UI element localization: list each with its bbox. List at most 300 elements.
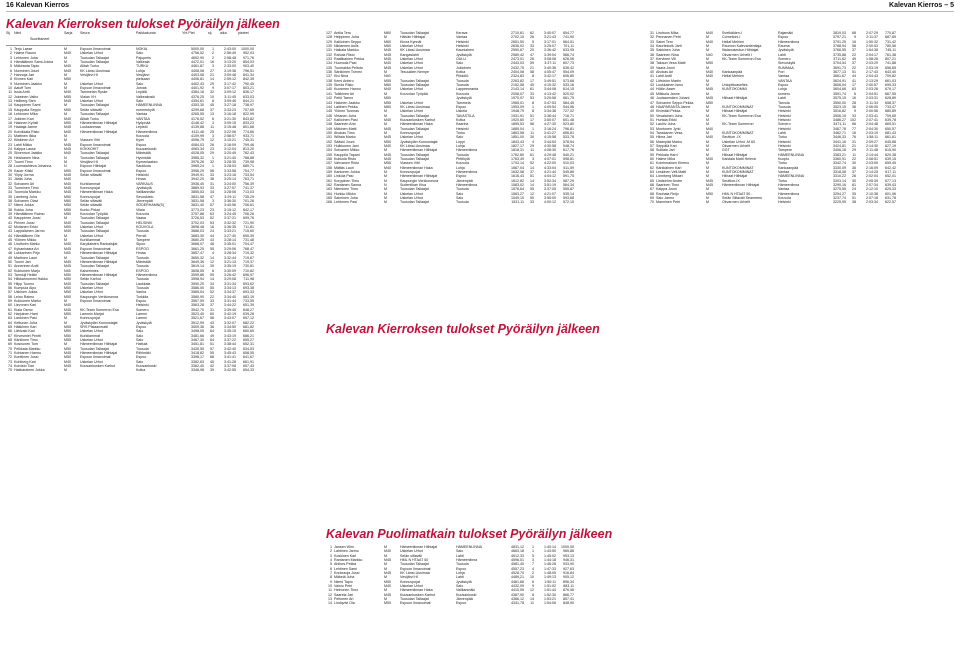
- cell-town: VANTAA: [778, 78, 792, 83]
- cell-score: 511,59: [563, 165, 574, 170]
- cell-rank: 33: [650, 39, 654, 44]
- cell-points: 3788,94: [833, 44, 846, 49]
- cell-class: M40: [384, 584, 391, 589]
- cell-town: Somero: [778, 57, 791, 62]
- cell-name: Saarinen Nina: [656, 52, 679, 57]
- cell-class: M45: [64, 125, 71, 130]
- cell-town: Pajupmis: [136, 55, 151, 60]
- cell-time: 2:11:37: [866, 35, 878, 40]
- cell-town: Tuusula: [136, 346, 149, 351]
- cell-score: 745,31: [243, 138, 254, 143]
- cell-name: Lahtinen Jarmo: [334, 549, 359, 554]
- cell-points: 4063,34: [191, 146, 204, 151]
- cell-name: Laitinen Pekka: [334, 104, 358, 109]
- cell-time: 3:24:45: [224, 212, 236, 217]
- cell-club: Uskelan Urhot: [80, 338, 103, 343]
- cell-rank: 132: [326, 52, 332, 57]
- cell-name: Ylöinen Mikko: [14, 238, 37, 243]
- cell-points: 3985,32: [191, 155, 204, 160]
- cell-points: 4096,79: [191, 138, 204, 143]
- cell-club: Konnuvpojat: [80, 186, 100, 190]
- cell-class: M: [64, 112, 67, 117]
- cell-club: Hälvän Hiihtajat: [400, 35, 426, 40]
- cell-time: 2:03:50: [866, 161, 878, 166]
- cell-name: Isola Antti: [14, 90, 30, 95]
- cell-time: 3:42:17: [544, 74, 556, 79]
- cell-points: 2263,82: [511, 78, 524, 83]
- cell-placing: 42: [210, 364, 214, 369]
- cell-time: 4:33:04: [544, 165, 556, 170]
- cell-town: Vilala: [136, 207, 145, 212]
- cell-placing: 34: [210, 190, 214, 195]
- cell-name: Mäkinen Matti: [334, 126, 357, 131]
- cell-town: Salo: [136, 338, 144, 343]
- cell-rank: 5: [10, 64, 12, 69]
- cell-class: M40: [64, 116, 71, 121]
- cell-time: 3:40:07: [544, 31, 556, 35]
- cell-points: 3831,58: [191, 194, 204, 199]
- cell-town: Kotka: [456, 117, 466, 122]
- cell-rank: 46: [650, 96, 654, 101]
- cell-name: Kauppila Tapani: [334, 152, 360, 157]
- cell-score: 658,55: [243, 351, 254, 356]
- cell-class: M: [706, 122, 709, 127]
- cell-rank: 148: [326, 122, 332, 127]
- cell-club: Okvarmen Urheilt: [722, 200, 750, 205]
- cell-placing: 26: [210, 142, 214, 147]
- cell-class: M55: [384, 161, 391, 166]
- cell-time: 4:30:58: [544, 143, 556, 148]
- cell-time: 3:27:40: [224, 233, 236, 238]
- cell-club: Konnuvpojat: [400, 170, 420, 174]
- cell-score: 965,86: [563, 549, 574, 554]
- cell-rank: 156: [326, 156, 332, 161]
- cell-placing: 59: [210, 272, 214, 277]
- cell-rank: 158: [326, 165, 332, 170]
- cell-rank: 52: [8, 268, 12, 273]
- cell-class: M40: [64, 220, 71, 225]
- cell-points: 3225,95: [833, 200, 846, 205]
- cell-time: 3:33:58: [224, 168, 236, 173]
- cell-club: Uskelan Urhot: [400, 135, 423, 140]
- cell-rank: 6: [330, 566, 332, 571]
- cell-placing: 49: [852, 57, 856, 62]
- cell-rank: 142: [326, 96, 332, 101]
- cell-score: 761,38: [885, 52, 896, 57]
- cell-points: 3677,13: [833, 70, 846, 75]
- cell-rank: 159: [326, 170, 332, 174]
- cell-score: 841,34: [243, 73, 254, 78]
- cell-placing: 45: [210, 359, 214, 364]
- cell-name: Takaun Vesa Matti: [656, 61, 686, 66]
- cell-score: 598,81: [563, 156, 574, 161]
- cell-placing: 4: [532, 566, 534, 571]
- cell-score: 782,43: [243, 151, 254, 156]
- cell-class: M: [706, 196, 709, 201]
- cell-name: Kosnunen Tom: [14, 342, 38, 347]
- cell-time: 2:04:51: [866, 91, 878, 96]
- cell-time: 2:03:19: [866, 130, 878, 135]
- cell-name: Kallioinen Pasi: [334, 117, 358, 122]
- cell-class: M: [384, 113, 387, 118]
- cell-time: 3:15:12: [224, 207, 236, 212]
- col-rank-head: Sij: [6, 31, 10, 35]
- cell-placing: 61: [530, 87, 534, 92]
- cell-placing: 55: [530, 187, 534, 192]
- cell-rank: 62: [650, 165, 654, 170]
- cell-town: HÄMEENLINNA: [778, 174, 804, 179]
- cell-score: 661,75: [563, 96, 574, 101]
- cell-points: 4406,81: [191, 77, 204, 82]
- cell-town: Salo: [456, 549, 464, 554]
- cell-points: 1851,00: [511, 135, 524, 140]
- cell-rank: 28: [8, 164, 12, 169]
- cell-town: Lahti: [456, 553, 464, 558]
- cell-name: Vaara Jouni: [656, 65, 675, 70]
- cell-town: Tuusula: [778, 104, 791, 109]
- cell-time: 2:00:53: [866, 44, 878, 49]
- cell-class: M55: [384, 78, 391, 83]
- cell-club: Konnuvpojat: [80, 316, 100, 321]
- cell-time: 2:03:29: [866, 61, 878, 66]
- cell-club: Hämeenlinnan Hiihtajat: [80, 120, 118, 125]
- cell-score: 738,97: [243, 103, 254, 108]
- cell-club: Tuusulan Tallaajat: [400, 113, 429, 118]
- cell-name: Lahti Mikko: [14, 142, 33, 147]
- cell-town: HÄMEENLINNA: [456, 545, 482, 549]
- cell-class: M40: [384, 117, 391, 122]
- cell-name: Kantonen Jukka: [334, 170, 360, 174]
- cell-points: 4557,23: [511, 566, 524, 571]
- cell-time: 3:32:32: [224, 220, 236, 225]
- cell-rank: 42: [650, 78, 654, 83]
- cell-rank: 47: [650, 100, 654, 105]
- cell-time: 3:21:30: [224, 116, 236, 121]
- cell-class: M45: [64, 146, 71, 151]
- cell-club: Tuusulan Tallaajat: [400, 597, 429, 602]
- cell-town: Kerava: [456, 31, 468, 35]
- cell-points: 4401,92: [191, 86, 204, 91]
- cell-rank: 20: [8, 129, 12, 134]
- cell-placing: 6: [212, 268, 214, 273]
- cell-town: Turku: [778, 135, 788, 140]
- cell-rank: 16: [8, 112, 12, 117]
- cell-town: Tuusula: [136, 285, 149, 290]
- cell-score: 626,06: [563, 57, 574, 62]
- cell-name: Salo Jarmo: [656, 196, 675, 201]
- cell-town: Salo: [456, 61, 464, 66]
- cell-score: 639,28: [243, 311, 254, 316]
- cell-club: Tuusulan Tallaajat: [80, 229, 109, 234]
- cell-club: Hellaf Mehlen: [722, 39, 744, 44]
- cell-name: Hämäläinen Ole: [14, 233, 40, 238]
- cell-points: 3506,15: [833, 113, 846, 118]
- cell-placing: 11: [530, 148, 534, 153]
- results-column-2: [326, 31, 576, 205]
- cell-name: Rauhala Reijo: [656, 191, 679, 196]
- cell-name: Annerinen Antti: [14, 264, 39, 269]
- cell-score: 566,74: [563, 52, 574, 57]
- cell-placing: 44: [210, 233, 214, 238]
- cell-town: Lepistö: [136, 125, 148, 130]
- cell-placing: 3: [212, 199, 214, 204]
- cell-placing: 30: [852, 161, 856, 166]
- cell-town: Tampere: [136, 238, 150, 243]
- cell-class: M40: [706, 74, 713, 79]
- cell-points: 1583,02: [511, 183, 524, 188]
- cell-rank: 35: [650, 48, 654, 53]
- cell-town: Vallilanmäki: [136, 190, 155, 195]
- cell-points: 4403,08: [191, 73, 204, 78]
- cell-town: Lohja: [456, 571, 465, 576]
- cell-club: Uskelan Urhot: [80, 290, 103, 295]
- cell-name: Kauppinen Jussi: [14, 216, 41, 221]
- cell-placing: 58: [852, 44, 856, 49]
- cell-club: Kuusankosken Karhut: [80, 364, 116, 369]
- cell-placing: 22: [210, 294, 214, 299]
- cell-name: Hilkkannummi Hakko: [14, 277, 48, 282]
- cell-placing: 43: [210, 238, 214, 243]
- cell-time: 3:55:00: [544, 196, 556, 201]
- cell-time: 2:13:29: [866, 78, 878, 83]
- cell-placing: 21: [852, 143, 856, 148]
- cell-time: 3:39:40: [224, 307, 236, 312]
- cell-town: Tuusula: [136, 277, 149, 282]
- cell-time: 3:42:40: [224, 346, 236, 351]
- cell-points: 3657,47: [191, 251, 204, 256]
- cell-town: Turku: [456, 130, 466, 135]
- cell-score: 701,11: [563, 44, 574, 49]
- cell-score: 661,91: [243, 359, 254, 364]
- cell-name: Kivi Nina: [334, 74, 349, 79]
- cell-class: M45: [384, 57, 391, 62]
- cell-town: Hmaa: [136, 177, 146, 182]
- cell-rank: 31: [8, 177, 12, 182]
- cell-placing: 51: [530, 174, 534, 179]
- cell-club: Hellaf Mehlen: [722, 74, 744, 79]
- cell-name: Kalppa Jouni: [656, 187, 677, 192]
- cell-time: 3:37:11: [544, 61, 556, 66]
- cell-town: Mäntsälä: [136, 151, 151, 156]
- cell-club: Tuusulan Tallaajat: [80, 60, 109, 65]
- cell-score: 664,51: [563, 39, 574, 44]
- cell-time: 3:41:27: [544, 130, 556, 135]
- cell-name: Hannoja Jari: [14, 73, 35, 78]
- cell-score: 544,56: [563, 104, 574, 109]
- cell-score: 641,67: [243, 355, 254, 360]
- cell-name: Kauppala Seppo: [14, 107, 41, 112]
- cell-rank: 161: [326, 178, 332, 183]
- cell-score: 713,03: [243, 190, 254, 195]
- cell-time: 3:21:13: [224, 259, 236, 264]
- cell-score: 651,39: [243, 303, 254, 308]
- cell-placing: 1: [212, 47, 214, 51]
- cell-score: 693,38: [243, 285, 254, 290]
- cell-points: 1576,64: [511, 187, 524, 192]
- cell-placing: 58: [530, 70, 534, 75]
- cell-rank: 2: [10, 51, 12, 56]
- cell-placing: 51: [852, 70, 856, 75]
- cell-name: Hilma Jari: [656, 135, 672, 140]
- cell-town: Sievoskylä: [778, 61, 796, 66]
- cell-score: 807,21: [885, 57, 896, 62]
- cell-class: M: [706, 161, 709, 166]
- cell-score: 656,81: [563, 130, 574, 135]
- cell-score: 687,89: [885, 35, 896, 40]
- cell-class: M40: [64, 90, 71, 95]
- cell-class: M: [706, 130, 709, 135]
- cell-score: 733,54: [243, 172, 254, 177]
- cell-points: 3346,98: [191, 368, 204, 373]
- cell-town: Salo: [456, 135, 464, 140]
- cell-rank: 63: [8, 316, 12, 321]
- cell-time: 3:43:07: [224, 316, 236, 321]
- cell-time: 2:43:00: [224, 47, 236, 51]
- cell-class: N: [64, 155, 67, 160]
- cell-time: 4:10:32: [544, 83, 556, 88]
- cell-class: M40: [384, 143, 391, 148]
- cell-points: 4489,21: [511, 575, 524, 580]
- cell-rank: 75: [8, 368, 12, 373]
- cell-rank: 43: [8, 229, 12, 234]
- cell-score: 704,47: [243, 242, 254, 247]
- cell-score: 822,99: [243, 112, 254, 117]
- cell-class: M: [64, 316, 67, 321]
- cell-time: 2:04:30: [866, 126, 878, 131]
- cell-club: Espoon Ilmavoimat: [80, 298, 111, 303]
- cell-points: 3606,04: [833, 83, 846, 88]
- cell-club: KK-Team Somerron Esa: [722, 57, 761, 62]
- cell-class: M55: [64, 94, 71, 99]
- cell-points: 1953,09: [511, 104, 524, 109]
- cell-points: 4265,55: [191, 112, 204, 117]
- cell-town: Jyväskylä: [456, 579, 472, 584]
- cell-rank: 149: [326, 126, 332, 131]
- cell-placing: 77: [852, 126, 856, 131]
- cell-points: 3661,25: [191, 246, 204, 251]
- cell-town: Espoo: [136, 298, 147, 303]
- cell-score: 680,89: [885, 109, 896, 114]
- cell-points: 1895,53: [511, 122, 524, 127]
- cell-time: 3:34:40: [224, 294, 236, 299]
- cell-name: Hulkkonen Jani: [334, 143, 359, 148]
- cell-class: M55: [384, 100, 391, 105]
- cell-name: Saarela Jari: [334, 592, 354, 597]
- cell-town: Mäntsälä: [136, 259, 151, 264]
- cell-class: M: [706, 143, 709, 148]
- cell-points: 3580,90: [191, 294, 204, 299]
- cell-class: M50: [64, 168, 71, 173]
- table-row: [326, 601, 576, 605]
- cell-class: M40: [64, 242, 71, 247]
- cell-club: Raumon Kalevantenttaja: [722, 44, 762, 49]
- cell-rank: 144: [326, 104, 332, 109]
- cell-placing: 47: [530, 52, 534, 57]
- cell-class: M45: [64, 364, 71, 369]
- cell-time: 4:09:54: [544, 104, 556, 109]
- cell-rank: 10: [328, 584, 332, 589]
- cell-rank: 164: [326, 191, 332, 196]
- cell-score: 693,62: [243, 281, 254, 286]
- cell-name: Tanniuji Heikki: [14, 272, 37, 277]
- cell-town: Hämeenlinna: [456, 170, 478, 174]
- cell-placing: 33: [530, 91, 534, 96]
- cell-rank: 66: [650, 183, 654, 188]
- cell-town: Lappeenranta: [456, 87, 479, 92]
- table-row: [648, 200, 898, 204]
- cell-town: Lohja: [456, 143, 465, 148]
- cell-points: 3237,74: [833, 196, 846, 201]
- cell-points: 3360,91: [833, 156, 846, 161]
- cell-placing: 31: [210, 181, 214, 186]
- cell-score: 606,80: [563, 74, 574, 79]
- cell-time: 1:40:14: [544, 545, 556, 549]
- cell-placing: 12: [210, 138, 214, 143]
- col-subhead: Suorittaneet: [30, 37, 50, 41]
- col-town-head: Paikkakunta: [136, 31, 156, 35]
- cell-rank: 61: [650, 161, 654, 166]
- cell-class: M: [706, 109, 709, 114]
- cell-score: 933,90: [563, 562, 574, 567]
- cell-placing: 1: [212, 155, 214, 160]
- cell-club: Uskelan Urhot: [400, 87, 423, 92]
- cell-score: 1000,00: [241, 47, 254, 51]
- cell-name: Jansen Wim: [334, 545, 354, 549]
- results-rows: [326, 31, 576, 205]
- cell-town: Kuusankoski: [456, 592, 477, 597]
- cell-score: 677,13: [885, 178, 896, 183]
- cell-club: Okvarmen Urheilt I: [722, 52, 752, 57]
- cell-time: 3:35:01: [224, 242, 236, 247]
- cell-time: 3:22:06: [224, 129, 236, 134]
- cell-time: 3:33:21: [224, 229, 236, 234]
- cell-points: 3575,15: [833, 96, 846, 101]
- cell-points: 3936,40: [191, 181, 204, 186]
- cell-points: 3766,55: [833, 48, 846, 53]
- cell-town: Hämeenlinna: [778, 39, 800, 44]
- cell-placing: 1: [532, 549, 534, 554]
- cell-club: Uskelan Urhot: [400, 44, 423, 49]
- cell-class: M: [384, 122, 387, 127]
- cell-name: Häkkinen Kari: [14, 325, 37, 329]
- cell-class: M40: [384, 549, 391, 554]
- cell-time: 3:34:50: [224, 325, 236, 329]
- cell-club: Uskelan Urhot -M 60: [722, 139, 755, 144]
- cell-placing: 37: [852, 48, 856, 53]
- cell-placing: 51: [530, 113, 534, 118]
- cell-rank: 140: [326, 87, 332, 92]
- cell-town: TURKU: [136, 64, 149, 69]
- cell-placing: 45: [530, 83, 534, 88]
- cell-points: 4376,25: [191, 94, 204, 99]
- cell-placing: 2: [532, 571, 534, 576]
- cell-town: Saukkola: [136, 164, 151, 169]
- cell-placing: 6: [212, 116, 214, 121]
- cell-time: 2:03:26: [866, 87, 878, 92]
- cell-class: N40: [706, 52, 713, 57]
- cell-town: Salo: [456, 584, 464, 589]
- cell-score: 683,19: [243, 294, 254, 299]
- cell-placing: 3: [212, 133, 214, 138]
- cell-town: Valkeakoski: [136, 94, 155, 99]
- cell-name: Nurminen Jaakko: [14, 81, 42, 86]
- cell-class: M40: [64, 151, 71, 156]
- cell-club: Espoon Ilmavoimat: [80, 142, 111, 147]
- cell-name: Halonen Kyösti: [14, 120, 39, 125]
- cell-score: 741,90: [563, 35, 574, 40]
- cell-class: M50: [64, 225, 71, 230]
- cell-placing: 12: [530, 588, 534, 593]
